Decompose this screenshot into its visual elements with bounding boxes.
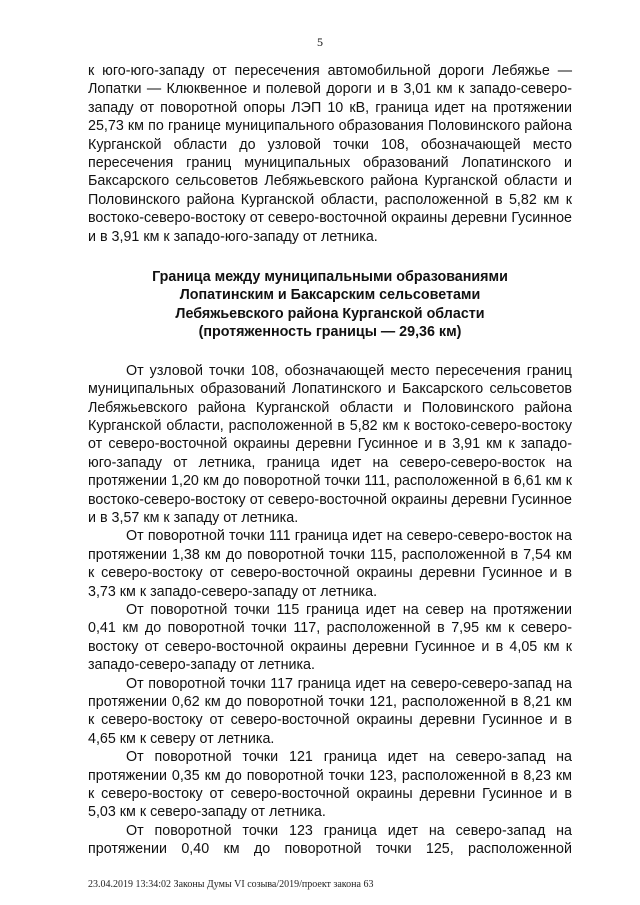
heading-line: (протяженность границы — 29,36 км) <box>198 324 462 341</box>
heading-line: Лебяжьевского района Курганской области <box>175 305 485 322</box>
paragraph: От узловой точки 108, обозначающей место пересечения границ муниципальных образований Лопатинского и Баксарского сельсоветов Лебяжьевского района Курганской области и Половинского района Курганской области, расположенной в 5,82 км к востоко-северо-востоку от северо-восточной окраины деревни Гусинное и в 3,91 км к западо-юго-западу от летника, граница идет на северо-северо-восток на протяжении 1,20 км до поворотной точки 111, расположенной в 6,61 км к востоко-северо-востоку от северо-восточной окраины деревни Гусинное и в 3,57 км к западу от летника. <box>88 362 572 526</box>
footer-stamp: 23.04.2019 13:34:02 Законы Думы VI созыва/2019/проект закона 63 <box>88 879 374 890</box>
heading-line: Лопатинским и Баксарским сельсоветами <box>179 287 481 304</box>
intro-paragraph: к юго-юго-западу от пересечения автомобильной дороги Лебяжье — Лопатки — Клюквенное и полевой дороги и в 3,01 км к западо-северо-западу от поворотной опоры ЛЭП 10 кВ, граница идет на протяжении 25,73 км по границе муниципального образования Половинского района Курганской области до узловой точки 108, обозначающей место пересечения границ муниципальных образований Лопатинского и Баксарского сельсоветов Лебяжьевского района Курганской области и Половинского района Курганской области, расположенной в 5,82 км к востоко-северо-востоку от северо-восточной окраины деревни Гусинное и в 3,91 км к западо-юго-западу от летника. <box>88 63 572 245</box>
paragraph: От поворотной точки 123 граница идет на северо-запад на протяжении 0,40 км до поворотной точки 125, расположенной <box>88 822 572 858</box>
page-number: 5 <box>317 35 323 49</box>
section-heading <box>88 268 572 342</box>
paragraph: От поворотной точки 117 граница идет на северо-северо-запад на протяжении 0,62 км до поворотной точки 121, расположенной в 8,21 км к северо-востоку от северо-восточной окраины деревни Гусинное и в 4,65 км к северу от летника. <box>88 675 572 747</box>
document-body <box>88 62 572 859</box>
heading-line: Граница между муниципальными образованиями <box>152 269 508 286</box>
paragraph: От поворотной точки 115 граница идет на север на протяжении 0,41 км до поворотной точки 117, расположенной в 7,95 км к северо-востоку от северо-восточной окраины деревни Гусинное и в 4,05 км к западо-северо-западу от летника. <box>88 601 572 674</box>
paragraph: От поворотной точки 121 граница идет на северо-запад на протяжении 0,35 км до поворотной точки 123, расположенной в 8,23 км к северо-востоку от северо-восточной окраины деревни Гусинное и в 5,03 км к северо-западу от летника. <box>88 749 572 821</box>
paragraph: От поворотной точки 111 граница идет на северо-северо-восток на протяжении 1,38 км до поворотной точки 115, расположенной в 7,54 км к северо-востоку от северо-восточной окраины деревни Гусинное и в 3,73 км к западо-северо-западу от летника. <box>88 528 572 600</box>
